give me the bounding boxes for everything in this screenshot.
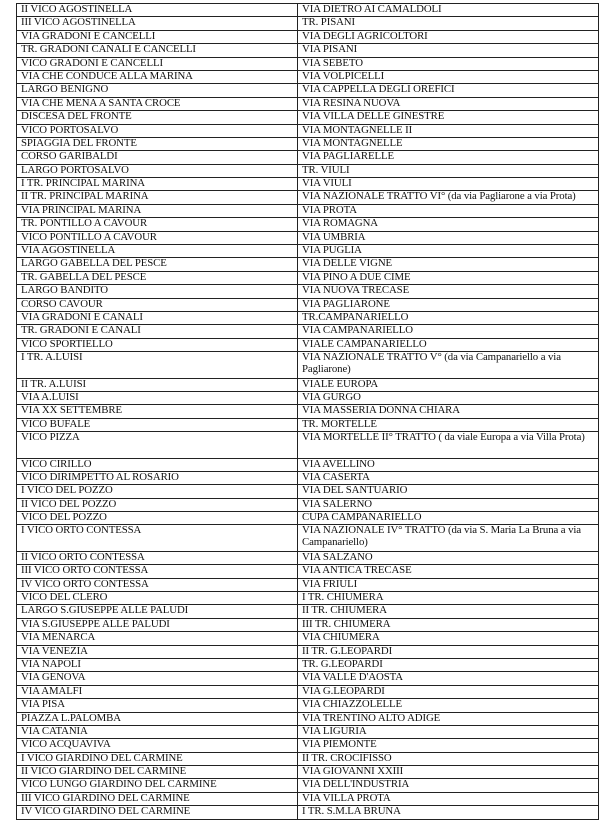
street-name-cell-left: II VICO ORTO CONTESSA bbox=[17, 551, 298, 564]
table-row bbox=[17, 97, 599, 110]
table-row bbox=[17, 512, 599, 525]
street-name-cell-left: TR. GRADONI CANALI E CANCELLI bbox=[17, 44, 298, 57]
street-name-cell-right: VIA PINO A DUE CIME bbox=[298, 271, 599, 284]
street-name-cell-left: VIA XX SETTEMBRE bbox=[17, 405, 298, 418]
street-name-cell-right: II TR. G.LEOPARDI bbox=[298, 645, 599, 658]
table-row bbox=[17, 766, 599, 779]
street-name-cell-right: VIA GURGO bbox=[298, 391, 599, 404]
street-name-cell-left: VICO BUFALE bbox=[17, 418, 298, 431]
street-name-cell-right: VIA VILLA PROTA bbox=[298, 792, 599, 805]
street-name-cell-left: LARGO PORTOSALVO bbox=[17, 164, 298, 177]
street-name-cell-left: VICO DIRIMPETTO AL ROSARIO bbox=[17, 471, 298, 484]
street-name-cell-left: II VICO GIARDINO DEL CARMINE bbox=[17, 766, 298, 779]
table-row bbox=[17, 391, 599, 404]
street-name-cell-right: VIA CASERTA bbox=[298, 471, 599, 484]
street-name-cell-left: PIAZZA L.PALOMBA bbox=[17, 712, 298, 725]
street-name-cell-right: VIA RESINA NUOVA bbox=[298, 97, 599, 110]
street-name-cell-right: VIA ROMAGNA bbox=[298, 218, 599, 231]
street-name-cell-right: VIA VOLPICELLI bbox=[298, 70, 599, 83]
street-name-cell-right: VIA CAPPELLA DEGLI OREFICI bbox=[298, 84, 599, 97]
table-row bbox=[17, 632, 599, 645]
street-name-cell-right: VIA UMBRIA bbox=[298, 231, 599, 244]
table-row bbox=[17, 605, 599, 618]
street-list-body bbox=[17, 4, 599, 820]
table-row bbox=[17, 739, 599, 752]
street-name-cell-right: VIA VILLA DELLE GINESTRE bbox=[298, 111, 599, 124]
table-row bbox=[17, 405, 599, 418]
street-name-cell-right: VIA LIGURIA bbox=[298, 725, 599, 738]
street-name-cell-left: VICO ACQUAVIVA bbox=[17, 739, 298, 752]
street-name-cell-left: VIA GENOVA bbox=[17, 672, 298, 685]
table-row bbox=[17, 806, 599, 819]
street-name-cell-left: I VICO GIARDINO DEL CARMINE bbox=[17, 752, 298, 765]
street-name-cell-left: VICO PORTOSALVO bbox=[17, 124, 298, 137]
street-name-cell-right: VIA NAZIONALE TRATTO VI° (da via Pagliarone a via Prota) bbox=[298, 191, 599, 204]
street-name-cell-right: VIA PROTA bbox=[298, 204, 599, 217]
table-row bbox=[17, 258, 599, 271]
street-name-cell-left: VICO GRADONI E CANCELLI bbox=[17, 57, 298, 70]
table-row bbox=[17, 111, 599, 124]
street-name-cell-left: II VICO DEL POZZO bbox=[17, 498, 298, 511]
table-row bbox=[17, 231, 599, 244]
street-name-cell-right: I TR. S.M.LA BRUNA bbox=[298, 806, 599, 819]
street-name-cell-right: VIA TRENTINO ALTO ADIGE bbox=[298, 712, 599, 725]
street-name-cell-right: VIA MORTELLE II° TRATTO ( da viale Europa a via Villa Prota) bbox=[298, 432, 599, 458]
street-name-cell-left: TR. PONTILLO A CAVOUR bbox=[17, 218, 298, 231]
table-row bbox=[17, 298, 599, 311]
street-name-cell-right: TR. VIULI bbox=[298, 164, 599, 177]
street-name-cell-right: VIA PAGLIARONE bbox=[298, 298, 599, 311]
street-name-cell-left: VIA PISA bbox=[17, 699, 298, 712]
street-name-cell-left: VICO SPORTIELLO bbox=[17, 338, 298, 351]
street-name-cell-left: LARGO S.GIUSEPPE ALLE PALUDI bbox=[17, 605, 298, 618]
street-name-cell-left: DISCESA DEL FRONTE bbox=[17, 111, 298, 124]
street-name-cell-right: VIA VIULI bbox=[298, 178, 599, 191]
street-name-cell-right: VIA CHIUMERA bbox=[298, 632, 599, 645]
street-name-cell-right: VIA FRIULI bbox=[298, 578, 599, 591]
table-row bbox=[17, 4, 599, 17]
street-name-cell-left: III VICO ORTO CONTESSA bbox=[17, 565, 298, 578]
street-name-cell-left: II TR. A.LUISI bbox=[17, 378, 298, 391]
street-name-cell-right: VIA PIEMONTE bbox=[298, 739, 599, 752]
table-row bbox=[17, 84, 599, 97]
street-name-cell-right: VIA CAMPANARIELLO bbox=[298, 325, 599, 338]
street-name-cell-left: TR. GABELLA DEL PESCE bbox=[17, 271, 298, 284]
street-name-cell-left: II VICO AGOSTINELLA bbox=[17, 4, 298, 17]
street-name-cell-left: III VICO AGOSTINELLA bbox=[17, 17, 298, 30]
table-row bbox=[17, 458, 599, 471]
street-name-cell-left: VIA VENEZIA bbox=[17, 645, 298, 658]
table-row bbox=[17, 498, 599, 511]
street-name-cell-right: VIA SALZANO bbox=[298, 551, 599, 564]
table-row bbox=[17, 285, 599, 298]
table-row bbox=[17, 779, 599, 792]
table-row bbox=[17, 658, 599, 671]
street-name-cell-right: VIA ANTICA TRECASE bbox=[298, 565, 599, 578]
street-name-cell-right: III TR. CHIUMERA bbox=[298, 618, 599, 631]
table-row bbox=[17, 271, 599, 284]
street-name-cell-left: CORSO GARIBALDI bbox=[17, 151, 298, 164]
street-name-cell-right: TR. PISANI bbox=[298, 17, 599, 30]
street-name-cell-right: VIA NAZIONALE IV° TRATTO (da via S. Maria La Bruna a via Campanariello) bbox=[298, 525, 599, 551]
street-name-cell-right: VIA SALERNO bbox=[298, 498, 599, 511]
street-name-cell-left: IV VICO ORTO CONTESSA bbox=[17, 578, 298, 591]
street-name-cell-left: VIA S.GIUSEPPE ALLE PALUDI bbox=[17, 618, 298, 631]
table-row bbox=[17, 151, 599, 164]
table-row bbox=[17, 57, 599, 70]
table-row bbox=[17, 592, 599, 605]
table-row bbox=[17, 525, 599, 551]
table-row bbox=[17, 124, 599, 137]
street-name-cell-left: CORSO CAVOUR bbox=[17, 298, 298, 311]
street-name-cell-left: VICO LUNGO GIARDINO DEL CARMINE bbox=[17, 779, 298, 792]
street-name-cell-right: VIA MONTAGNELLE II bbox=[298, 124, 599, 137]
street-name-cell-right: VIA GIOVANNI XXIII bbox=[298, 766, 599, 779]
table-row bbox=[17, 378, 599, 391]
street-name-cell-right: VIA NAZIONALE TRATTO V° (da via Campanariello a via Pagliarone) bbox=[298, 352, 599, 378]
table-row bbox=[17, 245, 599, 258]
street-name-cell-right: VIA CHIAZZOLELLE bbox=[298, 699, 599, 712]
street-name-cell-right: VIA DELL'INDUSTRIA bbox=[298, 779, 599, 792]
street-name-cell-left: VIA GRADONI E CANALI bbox=[17, 311, 298, 324]
street-name-cell-right: VIALE CAMPANARIELLO bbox=[298, 338, 599, 351]
street-name-cell-right: VIA PUGLIA bbox=[298, 245, 599, 258]
street-name-cell-right: TR.CAMPANARIELLO bbox=[298, 311, 599, 324]
street-name-cell-left: I VICO DEL POZZO bbox=[17, 485, 298, 498]
table-row bbox=[17, 752, 599, 765]
table-row bbox=[17, 325, 599, 338]
table-row bbox=[17, 178, 599, 191]
table-row bbox=[17, 418, 599, 431]
street-name-cell-left: I TR. A.LUISI bbox=[17, 352, 298, 378]
table-row bbox=[17, 565, 599, 578]
street-name-cell-right: VIA DIETRO AI CAMALDOLI bbox=[298, 4, 599, 17]
street-name-cell-right: VIA MASSERIA DONNA CHIARA bbox=[298, 405, 599, 418]
street-name-cell-left: TR. GRADONI E CANALI bbox=[17, 325, 298, 338]
street-name-cell-right: II TR. CHIUMERA bbox=[298, 605, 599, 618]
street-name-cell-right: TR. MORTELLE bbox=[298, 418, 599, 431]
street-name-cell-right: TR. G.LEOPARDI bbox=[298, 658, 599, 671]
table-row bbox=[17, 672, 599, 685]
table-row bbox=[17, 218, 599, 231]
street-name-cell-left: LARGO GABELLA DEL PESCE bbox=[17, 258, 298, 271]
street-name-cell-right: VIA NUOVA TRECASE bbox=[298, 285, 599, 298]
street-name-cell-left: VIA PRINCIPAL MARINA bbox=[17, 204, 298, 217]
street-name-cell-right: VIA PAGLIARELLE bbox=[298, 151, 599, 164]
street-name-cell-right: VIALE EUROPA bbox=[298, 378, 599, 391]
street-name-cell-right: CUPA CAMPANARIELLO bbox=[298, 512, 599, 525]
table-row bbox=[17, 699, 599, 712]
table-row bbox=[17, 191, 599, 204]
table-row bbox=[17, 792, 599, 805]
street-name-cell-left: VICO CIRILLO bbox=[17, 458, 298, 471]
street-name-cell-right: VIA MONTAGNELLE bbox=[298, 137, 599, 150]
street-name-cell-right: VIA VALLE D'AOSTA bbox=[298, 672, 599, 685]
table-row bbox=[17, 551, 599, 564]
street-name-cell-right: VIA DELLE VIGNE bbox=[298, 258, 599, 271]
street-name-cell-left: VIA AGOSTINELLA bbox=[17, 245, 298, 258]
street-name-cell-left: VICO DEL CLERO bbox=[17, 592, 298, 605]
table-row bbox=[17, 137, 599, 150]
street-name-cell-left: VIA CHE CONDUCE ALLA MARINA bbox=[17, 70, 298, 83]
street-name-cell-left: LARGO BENIGNO bbox=[17, 84, 298, 97]
table-row bbox=[17, 164, 599, 177]
street-list-table bbox=[16, 3, 599, 820]
street-name-cell-left: VIA CHE MENA A SANTA CROCE bbox=[17, 97, 298, 110]
street-name-cell-left: SPIAGGIA DEL FRONTE bbox=[17, 137, 298, 150]
street-name-cell-left: III VICO GIARDINO DEL CARMINE bbox=[17, 792, 298, 805]
table-row bbox=[17, 725, 599, 738]
street-name-cell-right: VIA SEBETO bbox=[298, 57, 599, 70]
street-name-cell-left: VICO PIZZA bbox=[17, 432, 298, 458]
street-name-cell-left: IV VICO GIARDINO DEL CARMINE bbox=[17, 806, 298, 819]
street-name-cell-right: VIA PISANI bbox=[298, 44, 599, 57]
table-row bbox=[17, 618, 599, 631]
table-row bbox=[17, 712, 599, 725]
street-name-cell-left: VIA MENARCA bbox=[17, 632, 298, 645]
street-name-cell-left: VIA AMALFI bbox=[17, 685, 298, 698]
table-row bbox=[17, 685, 599, 698]
street-name-cell-right: II TR. CROCIFISSO bbox=[298, 752, 599, 765]
table-row bbox=[17, 17, 599, 30]
street-name-cell-left: VIA NAPOLI bbox=[17, 658, 298, 671]
street-name-cell-left: VICO PONTILLO A CAVOUR bbox=[17, 231, 298, 244]
table-row bbox=[17, 204, 599, 217]
street-name-cell-right: VIA DEGLI AGRICOLTORI bbox=[298, 30, 599, 43]
street-name-cell-right: VIA G.LEOPARDI bbox=[298, 685, 599, 698]
street-name-cell-left: I VICO ORTO CONTESSA bbox=[17, 525, 298, 551]
street-name-cell-left: II TR. PRINCIPAL MARINA bbox=[17, 191, 298, 204]
table-row bbox=[17, 70, 599, 83]
street-name-cell-left: VIA CATANIA bbox=[17, 725, 298, 738]
table-row bbox=[17, 30, 599, 43]
street-name-cell-left: VIA GRADONI E CANCELLI bbox=[17, 30, 298, 43]
street-name-cell-right: I TR. CHIUMERA bbox=[298, 592, 599, 605]
street-name-cell-right: VIA AVELLINO bbox=[298, 458, 599, 471]
table-row bbox=[17, 578, 599, 591]
street-name-cell-left: I TR. PRINCIPAL MARINA bbox=[17, 178, 298, 191]
table-row bbox=[17, 338, 599, 351]
street-name-cell-left: VICO DEL POZZO bbox=[17, 512, 298, 525]
table-row bbox=[17, 432, 599, 458]
street-name-cell-left: LARGO BANDITO bbox=[17, 285, 298, 298]
table-row bbox=[17, 352, 599, 378]
table-row bbox=[17, 485, 599, 498]
table-row bbox=[17, 471, 599, 484]
table-row bbox=[17, 645, 599, 658]
street-name-cell-right: VIA DEL SANTUARIO bbox=[298, 485, 599, 498]
street-name-cell-left: VIA A.LUISI bbox=[17, 391, 298, 404]
table-row bbox=[17, 44, 599, 57]
table-row bbox=[17, 311, 599, 324]
